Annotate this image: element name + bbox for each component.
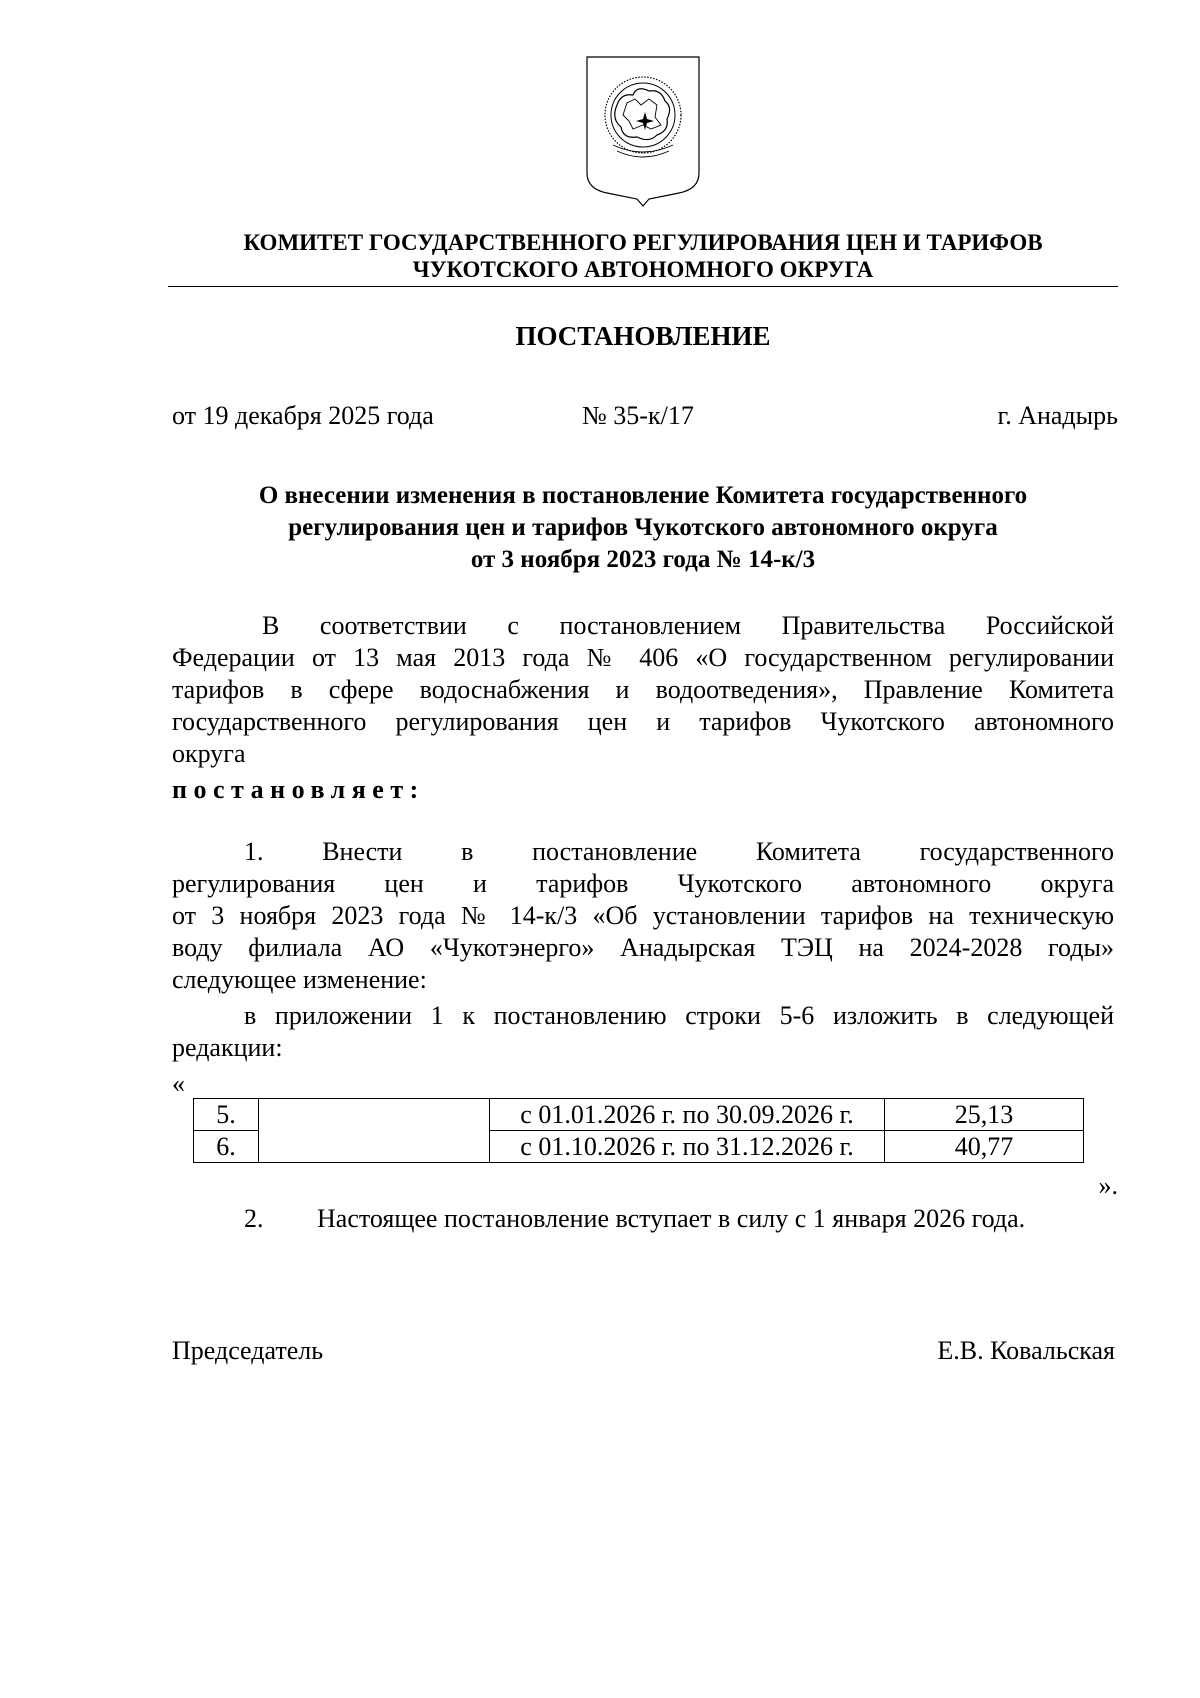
item1-subparagraph xyxy=(172,1000,1114,1064)
org-name-line2: ЧУКОТСКОГО АВТОНОМНОГО ОКРУГА xyxy=(412,257,874,282)
title-line: регулирования цен и тарифов Чукотского автономного округа xyxy=(288,514,998,541)
table-row xyxy=(194,1099,1084,1131)
period-cell: с 01.10.2026 г. по 31.12.2026 г. xyxy=(490,1131,885,1163)
document-type: ПОСТАНОВЛЕНИЕ xyxy=(515,321,771,351)
paragraph-line: воду филиала АО «Чукотэнерго» Анадырская ТЭЦ на 2024-2028 годы» xyxy=(172,933,1114,962)
period-cell: с 01.01.2026 г. по 30.09.2026 г. xyxy=(490,1099,885,1131)
item1-paragraph xyxy=(172,836,1114,996)
tariff-value-cell: 40,77 xyxy=(885,1131,1084,1163)
title-line: от 3 ноября 2023 года № 14-к/3 xyxy=(470,546,816,573)
paragraph-line: следующее изменение: xyxy=(172,965,427,994)
paragraph-line: тарифов в сфере водоснабжения и водоотведения», Правление Комитета xyxy=(172,675,1114,704)
row-number-cell: 6. xyxy=(194,1131,259,1163)
paragraph-line: от 3 ноября 2023 года № 14-к/3 «Об установлении тарифов на техническую xyxy=(172,901,1114,930)
signatory-name: Е.В. Ковальская xyxy=(937,1336,1115,1365)
paragraph-line: Федерации от 13 мая 2013 года № 406 «О государственном регулировании xyxy=(172,643,1114,672)
quote-open-mark: « xyxy=(172,1069,185,1098)
title-line: О внесении изменения в постановление Комитета государственного xyxy=(258,482,1028,509)
header-divider xyxy=(168,286,1118,287)
coat-of-arms-icon xyxy=(583,55,703,207)
paragraph-line: 1. Внести в постановление Комитета государственного xyxy=(244,837,1114,866)
item2-number: 2. xyxy=(244,1204,264,1233)
document-number: № 35-к/17 xyxy=(582,401,694,430)
document-city: г. Анадырь xyxy=(997,401,1118,430)
tariff-table xyxy=(193,1098,1084,1163)
decree-word: постановляет: xyxy=(172,775,425,804)
org-name-line1: КОМИТЕТ ГОСУДАРСТВЕННОГО РЕГУЛИРОВАНИЯ ЦЕН И ТАРИФОВ xyxy=(243,230,1043,255)
item2-text: Настоящее постановление вступает в силу с 1 января 2026 года. xyxy=(317,1204,1026,1233)
signatory-role: Председатель xyxy=(172,1336,324,1365)
row-number-cell: 5. xyxy=(194,1099,259,1131)
paragraph-line: государственного регулирования цен и тарифов Чукотского автономного xyxy=(172,707,1114,736)
paragraph-line: в приложении 1 к постановлению строки 5-6 изложить в следующей xyxy=(244,1001,1114,1030)
paragraph-line: В соответствии с постановлением Правительства Российской xyxy=(262,611,1114,640)
quote-close-mark: ». xyxy=(1098,1171,1118,1200)
paragraph-line: округа xyxy=(172,739,246,768)
document-date: от 19 декабря 2025 года xyxy=(172,401,434,430)
blank-cell xyxy=(259,1099,490,1163)
tariff-value-cell: 25,13 xyxy=(885,1099,1084,1131)
paragraph-line: редакции: xyxy=(172,1033,283,1062)
intro-paragraph xyxy=(172,610,1114,770)
paragraph-line: регулирования цен и тарифов Чукотского автономного округа xyxy=(172,869,1114,898)
document-title xyxy=(168,480,1118,576)
